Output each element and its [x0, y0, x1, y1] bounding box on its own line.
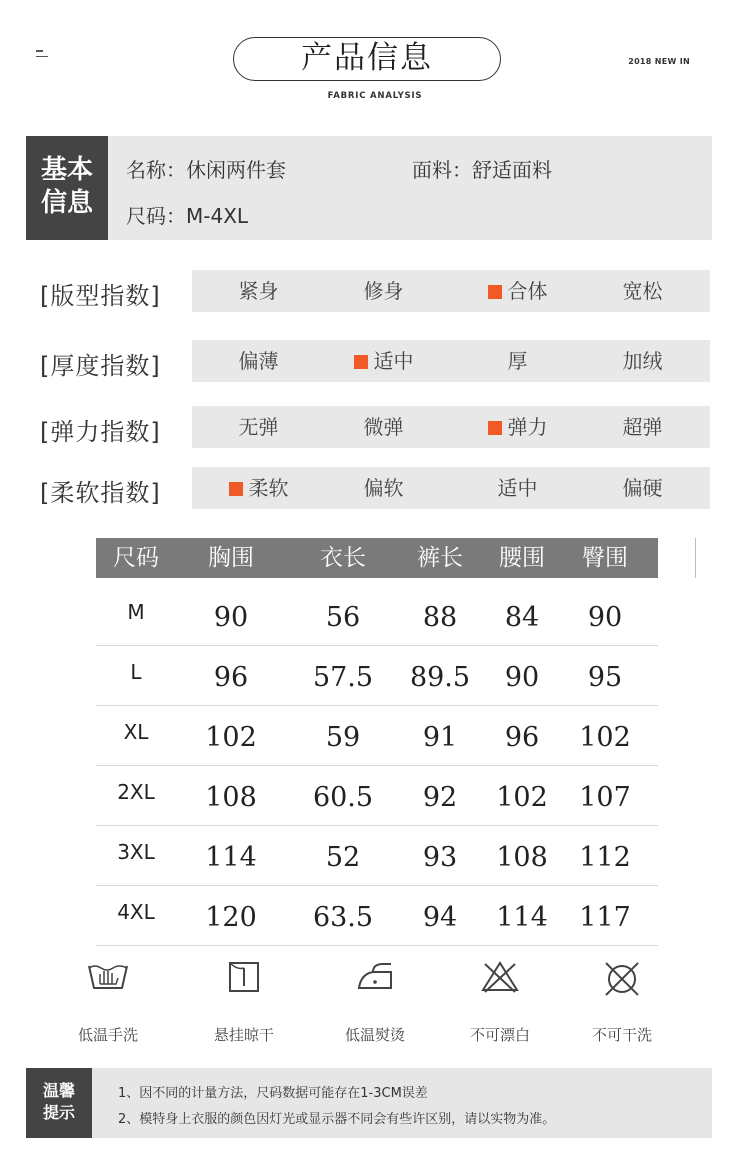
column-header: 裤长: [417, 545, 463, 571]
measure-cell: 96: [504, 722, 540, 753]
measure-cell: 90: [587, 602, 623, 633]
measure-cell: 57.5: [312, 662, 374, 693]
basic-info-label: [26, 136, 108, 240]
table-row: [96, 648, 658, 706]
page-subtitle: FABRIC ANALYSIS: [327, 91, 423, 101]
table-row: [96, 888, 658, 946]
measure-cell: 102: [496, 782, 548, 813]
measure-cell: 117: [579, 902, 631, 933]
product-name: 名称：休闲两件套: [126, 158, 286, 182]
column-header: 臀围: [582, 545, 628, 571]
index-option-label: 偏硬: [622, 476, 663, 500]
index-option-label: 柔软: [248, 476, 289, 500]
new-in-badge: 2018 NEW IN: [628, 57, 690, 66]
care-item: [315, 960, 435, 1045]
index-option-selected: [453, 270, 582, 312]
index-option-label: 弹力: [507, 415, 548, 439]
index-option: [319, 406, 448, 448]
index-option-selected: [319, 340, 448, 382]
measure-cell: 112: [579, 842, 631, 873]
measure-cell: 59: [325, 722, 361, 753]
measure-cell: 93: [422, 842, 458, 873]
tips-panel: [92, 1068, 712, 1138]
index-option-selected: [194, 467, 323, 509]
index-option: [453, 340, 582, 382]
measure-cell: 120: [205, 902, 257, 933]
index-option: [578, 270, 707, 312]
hang-dry-icon: [184, 960, 304, 1002]
tips-label-line1: 温馨: [42, 1081, 75, 1100]
index-option-label: 超弹: [622, 415, 663, 439]
basic-info-label-line2: 信息: [40, 188, 93, 218]
care-label: 悬挂晾干: [213, 1026, 274, 1044]
measure-cell: 90: [504, 662, 540, 693]
product-fabric: 面料：舒适面料: [412, 158, 552, 182]
measure-cell: 63.5: [312, 902, 374, 933]
measure-cell: 92: [422, 782, 458, 813]
measure-cell: 94: [422, 902, 458, 933]
size-cell: M: [127, 600, 145, 624]
index-scale: [192, 467, 710, 509]
index-scale: [192, 270, 710, 312]
tip-line-2: 2、模特身上衣服的颜色因灯光或显示器不同会有些许区别，请以实物为准。: [118, 1112, 556, 1127]
index-option-label: 微弹: [363, 415, 404, 439]
index-option: [194, 270, 323, 312]
index-option-label: 紧身: [238, 279, 279, 303]
measure-cell: 102: [205, 722, 257, 753]
product-size-range: 尺码：M-4XL: [126, 204, 249, 228]
index-scale: [192, 340, 710, 382]
measure-cell: 84: [504, 602, 540, 633]
index-option-label: 无弹: [238, 415, 279, 439]
size-cell: XL: [123, 720, 149, 744]
table-row: [96, 588, 658, 646]
table-row: [96, 708, 658, 766]
index-option-label: 加绒: [622, 349, 663, 373]
divider: [695, 538, 696, 578]
measure-cell: 95: [587, 662, 623, 693]
low-temp-hand-wash-icon: [48, 960, 168, 1002]
tip-line-1: 1、因不同的计量方法，尺码数据可能存在1-3CM误差: [118, 1086, 428, 1101]
size-cell: 2XL: [117, 780, 155, 804]
index-option-label: 偏软: [363, 476, 404, 500]
measure-cell: 108: [205, 782, 257, 813]
basic-info-panel: [108, 136, 712, 240]
selected-marker-icon: [229, 482, 243, 496]
index-option: [194, 340, 323, 382]
menu-icon: [36, 50, 48, 64]
care-label: 低温熨烫: [344, 1026, 405, 1044]
care-label: 不可漂白: [469, 1026, 530, 1044]
measure-cell: 89.5: [409, 662, 471, 693]
low-temp-iron-icon: [315, 960, 435, 1002]
index-option-label: 合体: [507, 279, 548, 303]
index-option-label: 偏薄: [238, 349, 279, 373]
measure-cell: 114: [496, 902, 548, 933]
selected-marker-icon: [488, 285, 502, 299]
table-row: [96, 768, 658, 826]
table-row: [96, 828, 658, 886]
index-option: [319, 270, 448, 312]
index-label: [厚度指数]: [40, 352, 161, 380]
index-option-label: 厚: [507, 349, 528, 373]
index-option: [578, 340, 707, 382]
care-item: [48, 960, 168, 1045]
care-item: [562, 960, 682, 1045]
no-dry-clean-icon: [562, 960, 682, 1002]
index-option-label: 修身: [363, 279, 404, 303]
measure-cell: 91: [422, 722, 458, 753]
measure-cell: 90: [213, 602, 249, 633]
measure-cell: 60.5: [312, 782, 374, 813]
size-cell: 4XL: [117, 900, 155, 924]
index-label: [版型指数]: [40, 282, 161, 310]
tips-label-line2: 提示: [42, 1103, 75, 1122]
column-header: 衣长: [320, 545, 366, 571]
size-cell: L: [130, 660, 142, 684]
column-header: 胸围: [208, 545, 254, 571]
index-option-label: 适中: [373, 349, 414, 373]
tips-label: [26, 1068, 92, 1138]
column-header: 尺码: [113, 545, 159, 571]
selected-marker-icon: [354, 355, 368, 369]
index-label: [柔软指数]: [40, 479, 161, 507]
column-header: 腰围: [499, 545, 545, 571]
index-scale: [192, 406, 710, 448]
index-option: [453, 467, 582, 509]
index-option-label: 适中: [497, 476, 538, 500]
measure-cell: 56: [325, 602, 361, 633]
no-bleach-icon: [440, 960, 560, 1002]
measure-cell: 108: [496, 842, 548, 873]
basic-info-label-line1: 基本: [40, 155, 93, 185]
index-option: [194, 406, 323, 448]
page-title: 产品信息: [233, 37, 501, 81]
index-option: [578, 406, 707, 448]
index-option: [319, 467, 448, 509]
care-label: 不可干洗: [591, 1026, 652, 1044]
measure-cell: 114: [205, 842, 257, 873]
care-item: [440, 960, 560, 1045]
index-label: [弹力指数]: [40, 418, 161, 446]
index-option-label: 宽松: [622, 279, 663, 303]
measure-cell: 107: [579, 782, 631, 813]
care-item: [184, 960, 304, 1045]
measure-cell: 52: [325, 842, 361, 873]
care-label: 低温手洗: [77, 1026, 138, 1044]
index-option: [578, 467, 707, 509]
size-table-header: [96, 538, 658, 578]
selected-marker-icon: [488, 421, 502, 435]
measure-cell: 102: [579, 722, 631, 753]
size-cell: 3XL: [117, 840, 155, 864]
measure-cell: 96: [213, 662, 249, 693]
measure-cell: 88: [422, 602, 458, 633]
index-option-selected: [453, 406, 582, 448]
